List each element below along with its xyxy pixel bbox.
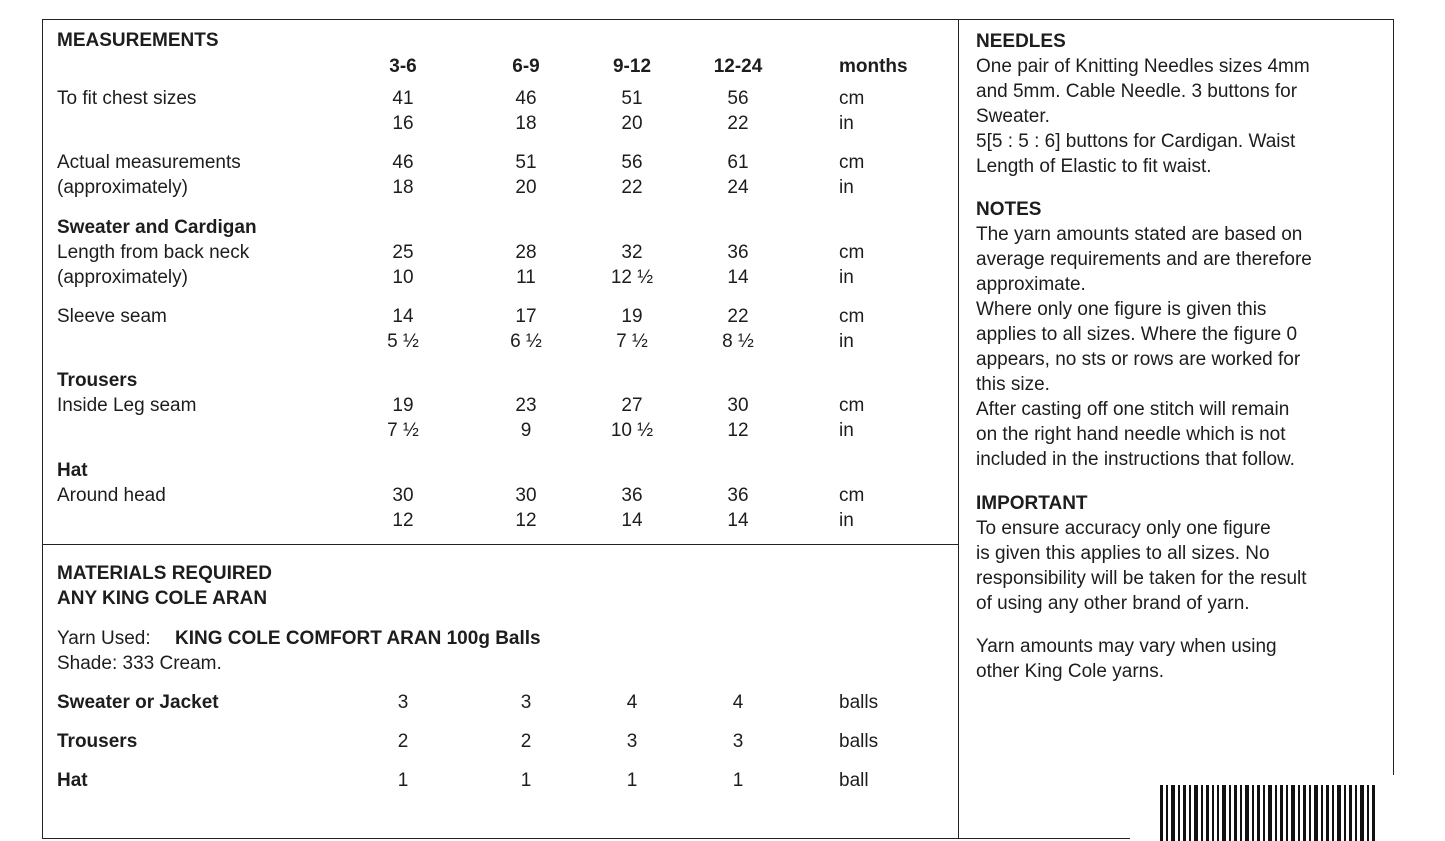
cell-value: 36 [727, 242, 749, 263]
cell-value: 1 [397, 770, 409, 791]
cell-value: 18 [515, 113, 537, 134]
important-line: responsibility will be taken for the result [976, 568, 1307, 589]
materials-title: MATERIALS REQUIRED [57, 563, 272, 584]
unit-label: cm [839, 88, 865, 109]
cell-value: 61 [727, 152, 749, 173]
cell-value: 1 [520, 770, 532, 791]
cell-value: 1 [626, 770, 638, 791]
unit-label: balls [839, 692, 879, 713]
notes-title: NOTES [976, 199, 1042, 220]
row-label-sub: (approximately) [57, 267, 188, 288]
notes-section [976, 197, 1386, 472]
notes-line: The yarn amounts stated are based on [976, 224, 1303, 245]
frame-bottom-border [42, 838, 1130, 839]
cell-value: 19 [392, 395, 414, 416]
material-row-label: Hat [57, 770, 88, 791]
material-row-label: Sweater or Jacket [57, 692, 219, 713]
size-unit-header: months [839, 56, 908, 77]
needles-line: Length of Elastic to fit waist. [976, 156, 1212, 177]
cell-value: 6 ½ [510, 331, 542, 352]
row-label: To fit chest sizes [57, 88, 197, 109]
unit-label: in [839, 420, 854, 441]
cell-value: 41 [392, 88, 414, 109]
cell-value: 19 [621, 306, 643, 327]
cell-value: 4 [732, 692, 744, 713]
cell-value: 22 [727, 306, 749, 327]
needles-line: One pair of Knitting Needles sizes 4mm [976, 56, 1310, 77]
important-section [976, 491, 1386, 616]
cell-value: 14 [727, 267, 749, 288]
cell-value: 14 [392, 306, 414, 327]
needles-line: Sweater. [976, 106, 1050, 127]
unit-label: in [839, 177, 854, 198]
unit-label: ball [839, 770, 869, 791]
cell-value: 56 [621, 152, 643, 173]
cell-value: 7 ½ [387, 420, 419, 441]
cell-value: 9 [520, 420, 532, 441]
notes-line: appears, no sts or rows are worked for [976, 349, 1301, 370]
cell-value: 4 [626, 692, 638, 713]
cell-value: 12 [515, 510, 537, 531]
cell-value: 2 [397, 731, 409, 752]
variance-line: other King Cole yarns. [976, 661, 1164, 682]
cell-value: 14 [621, 510, 643, 531]
shade-text: Shade: 333 Cream. [57, 653, 222, 674]
cell-value: 46 [515, 88, 537, 109]
cell-value: 8 ½ [722, 331, 754, 352]
row-label: Length from back neck [57, 242, 250, 263]
cell-value: 1 [732, 770, 744, 791]
cell-value: 3 [397, 692, 409, 713]
cell-value: 56 [727, 88, 749, 109]
cell-value: 30 [727, 395, 749, 416]
notes-line: included in the instructions that follow. [976, 449, 1295, 470]
notes-line: Where only one figure is given this [976, 299, 1267, 320]
needles-line: and 5mm. Cable Needle. 3 buttons for [976, 81, 1298, 102]
yarn-variance-note [976, 634, 1386, 684]
needles-title: NEEDLES [976, 31, 1066, 52]
measurements-title: MEASUREMENTS [57, 30, 219, 51]
cell-value: 17 [515, 306, 537, 327]
row-label: Around head [57, 485, 166, 506]
material-row-label: Trousers [57, 731, 138, 752]
cell-value: 32 [621, 242, 643, 263]
unit-label: balls [839, 731, 879, 752]
cell-value: 11 [516, 267, 536, 288]
yarn-used-label: Yarn Used: [57, 628, 151, 649]
cell-value: 51 [621, 88, 643, 109]
cell-value: 30 [392, 485, 414, 506]
cell-value: 30 [515, 485, 537, 506]
notes-line: average requirements and are therefore [976, 249, 1312, 270]
unit-label: cm [839, 395, 865, 416]
important-title: IMPORTANT [976, 493, 1088, 514]
cell-value: 10 ½ [610, 420, 654, 441]
section-heading-hat: Hat [57, 460, 88, 481]
column-divider [958, 19, 959, 839]
cell-value: 14 [727, 510, 749, 531]
cell-value: 3 [626, 731, 638, 752]
cell-value: 7 ½ [616, 331, 648, 352]
unit-label: in [839, 267, 854, 288]
cell-value: 27 [621, 395, 643, 416]
cell-value: 12 [727, 420, 749, 441]
unit-label: cm [839, 485, 865, 506]
section-heading-trousers: Trousers [57, 370, 138, 391]
cell-value: 10 [392, 267, 414, 288]
materials-subtitle: ANY KING COLE ARAN [57, 588, 268, 609]
size-header-6-9: 6-9 [512, 56, 540, 77]
important-line: of using any other brand of yarn. [976, 593, 1250, 614]
frame-right-border [1393, 19, 1394, 775]
row-label: Inside Leg seam [57, 395, 197, 416]
barcode-graphic [1160, 785, 1380, 841]
unit-label: in [839, 331, 854, 352]
cell-value: 3 [732, 731, 744, 752]
needles-line: 5[5 : 5 : 6] buttons for Cardigan. Waist [976, 131, 1296, 152]
cell-value: 18 [392, 177, 414, 198]
frame-left-border [42, 19, 43, 839]
cell-value: 16 [392, 113, 414, 134]
needles-section [976, 29, 1386, 179]
important-line: To ensure accuracy only one figure [976, 518, 1271, 539]
notes-line: approximate. [976, 274, 1086, 295]
cell-value: 25 [392, 242, 414, 263]
frame-top-border [42, 19, 1394, 20]
row-label-sub: (approximately) [57, 177, 188, 198]
cell-value: 51 [515, 152, 537, 173]
unit-label: cm [839, 152, 865, 173]
cell-value: 12 ½ [610, 267, 654, 288]
notes-line: on the right hand needle which is not [976, 424, 1286, 445]
row-label: Sleeve seam [57, 306, 167, 327]
size-header-9-12: 9-12 [612, 56, 652, 77]
cell-value: 12 [392, 510, 414, 531]
unit-label: in [839, 113, 854, 134]
notes-line: After casting off one stitch will remain [976, 399, 1290, 420]
notes-line: applies to all sizes. Where the figure 0 [976, 324, 1298, 345]
cell-value: 28 [515, 242, 537, 263]
cell-value: 23 [515, 395, 537, 416]
cell-value: 2 [520, 731, 532, 752]
cell-value: 3 [520, 692, 532, 713]
cell-value: 22 [621, 177, 643, 198]
cell-value: 24 [727, 177, 749, 198]
cell-value: 5 ½ [387, 331, 419, 352]
unit-label: cm [839, 306, 865, 327]
section-heading-sweater: Sweater and Cardigan [57, 217, 257, 238]
size-header-12-24: 12-24 [713, 56, 763, 77]
row-label: Actual measurements [57, 152, 241, 173]
important-line: is given this applies to all sizes. No [976, 543, 1270, 564]
cell-value: 46 [392, 152, 414, 173]
section-divider [42, 544, 959, 545]
cell-value: 36 [621, 485, 643, 506]
cell-value: 20 [515, 177, 537, 198]
unit-label: in [839, 510, 854, 531]
variance-line: Yarn amounts may vary when using [976, 636, 1277, 657]
cell-value: 20 [621, 113, 643, 134]
unit-label: cm [839, 242, 865, 263]
cell-value: 36 [727, 485, 749, 506]
size-header-3-6: 3-6 [389, 56, 417, 77]
yarn-name: KING COLE COMFORT ARAN 100g Balls [175, 628, 541, 649]
notes-line: this size. [976, 374, 1050, 395]
cell-value: 22 [727, 113, 749, 134]
